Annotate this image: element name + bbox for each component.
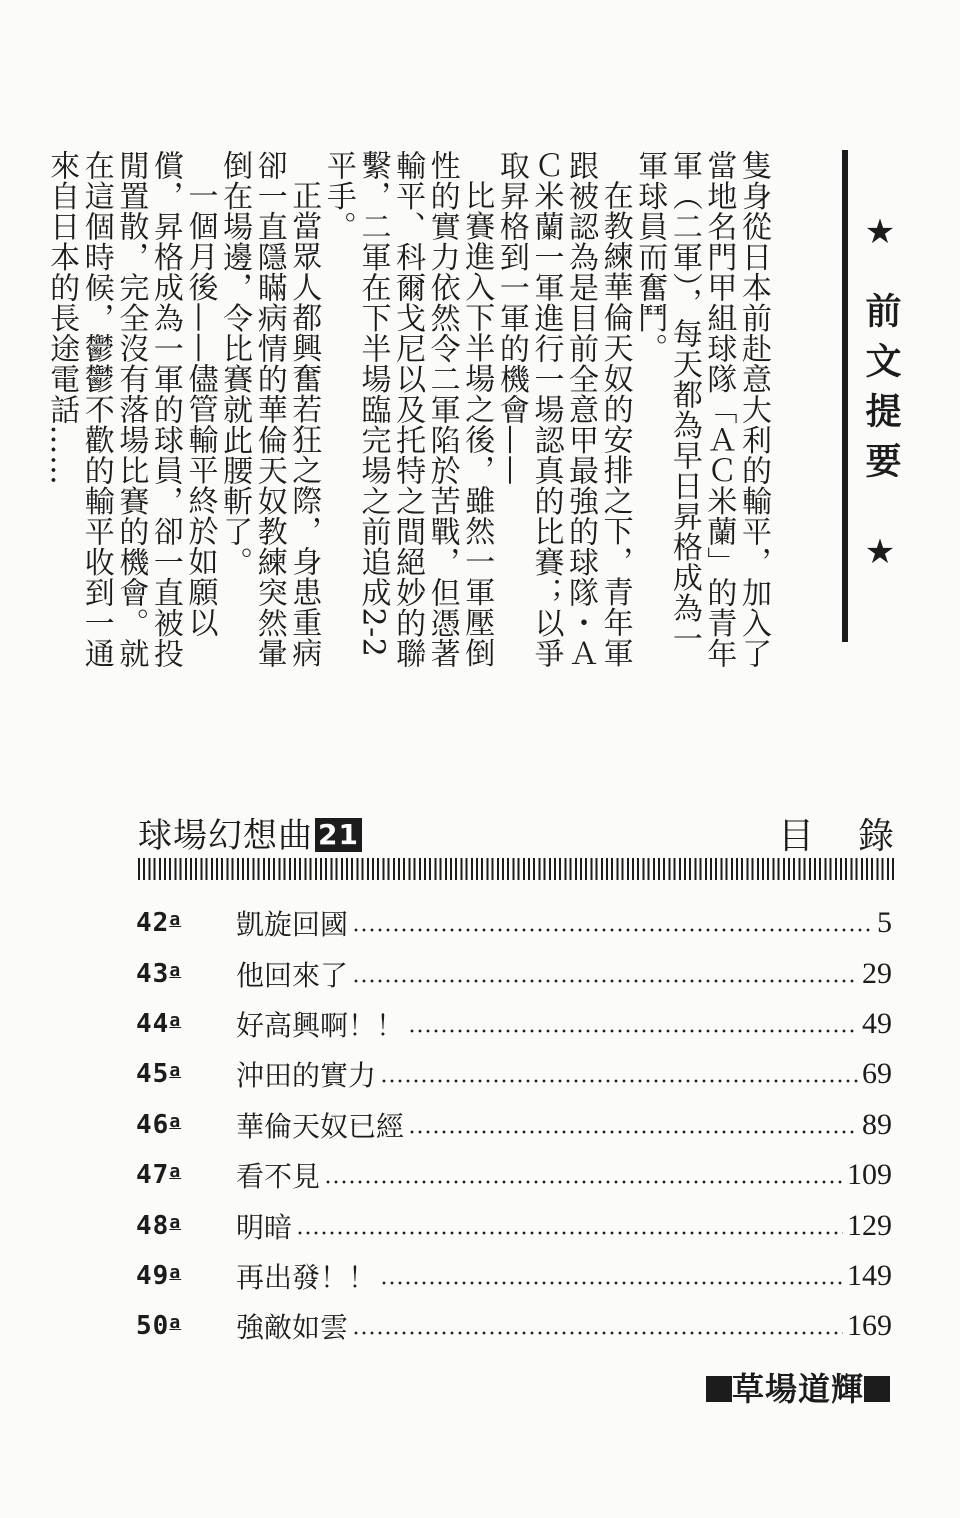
chapter-number: 44$^a$	[136, 1008, 182, 1039]
chapter-page: 89	[862, 1107, 892, 1141]
chapter-page: 129	[847, 1208, 892, 1242]
chapter-title: 明暗	[236, 1210, 293, 1244]
chapter-number: 43$^a$	[136, 958, 182, 989]
chapter-title: 強敵如雲	[236, 1311, 349, 1345]
star-icon: ★	[860, 532, 900, 572]
chapter-list	[136, 898, 892, 1352]
chapter-title: 華倫天奴已經	[236, 1109, 405, 1143]
dot-leader	[380, 1281, 843, 1285]
chapter-title: 好高興啊！！	[236, 1008, 405, 1042]
chapter-page: 29	[862, 956, 892, 990]
dot-leader	[352, 1331, 843, 1335]
chapter-page: 49	[862, 1006, 892, 1040]
author-credit	[706, 1364, 890, 1410]
volume-badge: 21	[315, 818, 362, 852]
dot-leader	[352, 928, 873, 932]
chapter-number: 42$^a$	[136, 908, 182, 939]
synopsis-paragraph: 隻身從日本前赴意大利的輸平，加入了當地名門甲組球隊「ＡＣ米蘭」的青年軍（二軍），每天都為早日昇格成為一軍球員而奮鬥。	[632, 150, 771, 669]
chapter-row[interactable]	[136, 948, 892, 998]
chapter-row[interactable]	[136, 1200, 892, 1250]
synopsis-paragraph: 一個月後——儘管輸平終於如願以償，昇格成為一軍的球員，卻一直被投閒置散，完全沒有落場比賽的機會。就在這個時候，鬱鬱不歡的輸平收到一通來自日本的長途電話……	[44, 150, 218, 669]
chapter-row[interactable]	[136, 1301, 892, 1351]
chapter-row[interactable]	[136, 1100, 892, 1150]
synopsis-divider	[842, 150, 848, 642]
dot-leader	[408, 1130, 858, 1134]
synopsis-text	[44, 150, 770, 670]
series-title-text: 球場幻想曲	[138, 816, 313, 856]
author-name: 草場道輝	[731, 1370, 864, 1408]
synopsis-paragraph: 在教練華倫天奴的安排之下，青年軍跟被認為是目前全意甲最強的球隊・ＡＣ米蘭一軍進行一場認真的比賽；以爭取昇格到一軍的機會——	[493, 150, 633, 669]
chapter-page: 69	[862, 1057, 892, 1091]
chapter-number: 50$^a$	[136, 1311, 182, 1342]
comb-divider	[138, 858, 894, 880]
contents-label: 目錄	[777, 816, 938, 857]
dot-leader	[352, 979, 858, 983]
toc-header	[138, 808, 938, 857]
star-icon: ★	[860, 212, 900, 252]
dot-leader	[296, 1231, 843, 1235]
chapter-title: 再出發！！	[236, 1260, 377, 1294]
chapter-row[interactable]	[136, 1251, 892, 1301]
chapter-page: 109	[847, 1158, 892, 1192]
synopsis-heading	[858, 212, 902, 572]
synopsis-paragraph: 比賽進入下半場之後，雖然一軍壓倒性的實力依然令二軍陷於苦戰，但憑著輸平、科爾戈尼以及托特之間絕妙的聯繫，二軍在下半場臨完場之前追成2-2平手。	[320, 150, 495, 669]
chapter-page: 5	[877, 906, 892, 940]
synopsis-section	[44, 150, 910, 680]
chapter-number: 46$^a$	[136, 1109, 182, 1140]
synopsis-heading-text: 前文提要	[860, 292, 901, 492]
chapter-row[interactable]	[136, 999, 892, 1049]
chapter-number: 49$^a$	[136, 1260, 182, 1291]
series-title	[138, 808, 362, 857]
synopsis-paragraph: 正當眾人都興奮若狂之際，身患重病卻一直隱瞞病情的華倫天奴教練突然暈倒在場邊，令比賽就此腰斬了。	[217, 150, 322, 669]
square-icon	[864, 1376, 890, 1402]
chapter-number: 47$^a$	[136, 1160, 182, 1191]
chapter-page: 169	[847, 1309, 892, 1343]
dot-leader	[380, 1079, 858, 1083]
dot-leader	[408, 1029, 858, 1033]
chapter-page: 149	[847, 1258, 892, 1292]
chapter-row[interactable]	[136, 898, 892, 948]
chapter-title: 看不見	[236, 1160, 321, 1194]
square-icon	[706, 1376, 732, 1402]
dot-leader	[324, 1180, 843, 1184]
chapter-title: 他回來了	[236, 958, 349, 992]
chapter-row[interactable]	[136, 1150, 892, 1200]
chapter-title: 沖田的實力	[236, 1059, 377, 1093]
chapter-number: 45$^a$	[136, 1059, 182, 1090]
chapter-title: 凱旋回國	[236, 908, 349, 942]
chapter-number: 48$^a$	[136, 1210, 182, 1241]
chapter-row[interactable]	[136, 1049, 892, 1099]
